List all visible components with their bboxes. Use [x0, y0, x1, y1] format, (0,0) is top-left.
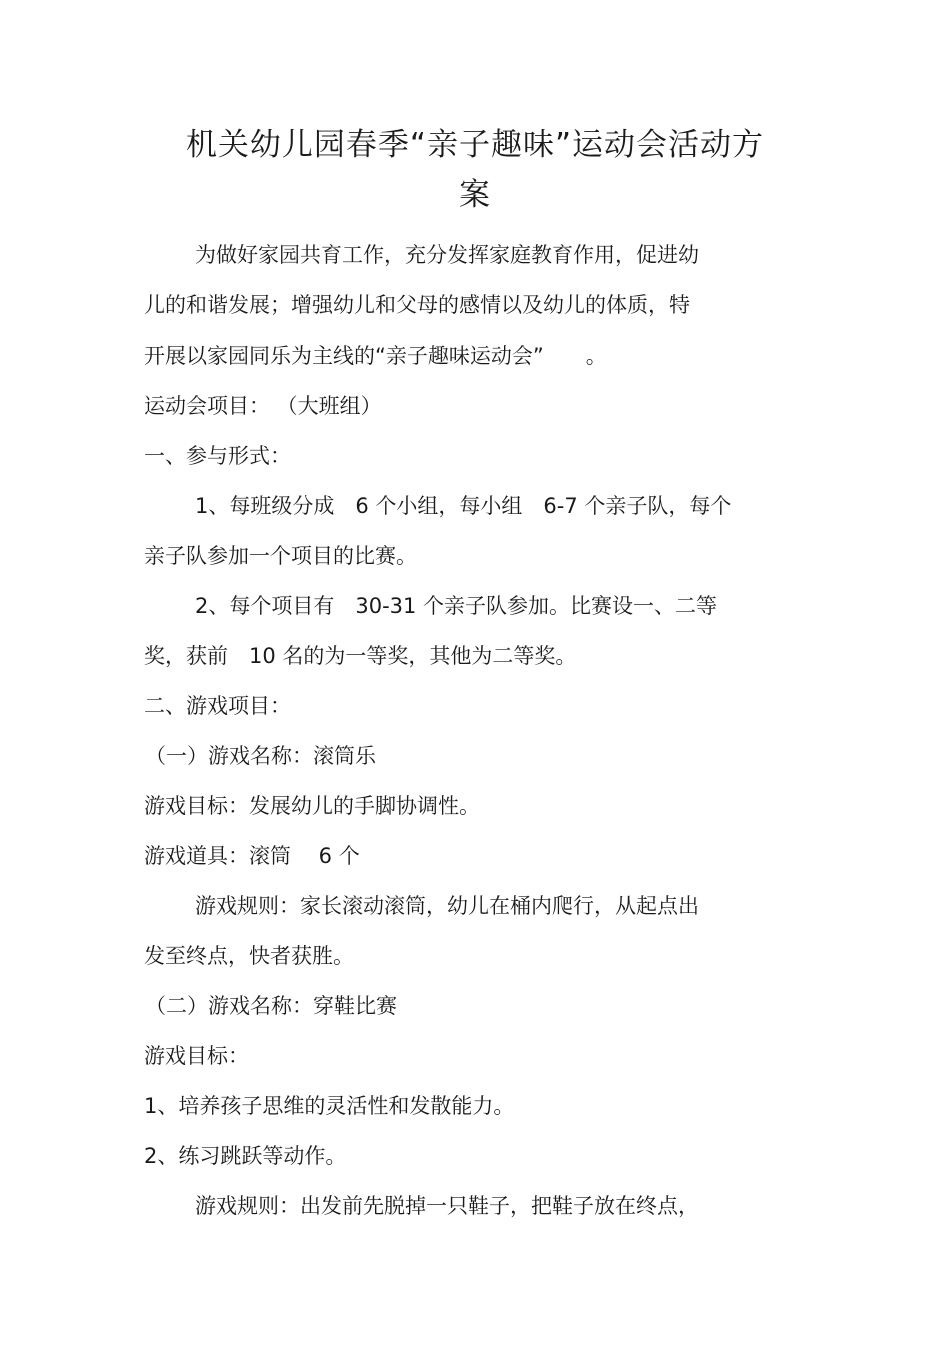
game-name: （二）游戏名称：穿鞋比赛 [145, 994, 397, 1018]
paragraph-line: 1、每班级分成 6 个小组，每小组 6-7 个亲子队，每个 [195, 494, 732, 518]
paragraph-line: 开展以家园同乐为主线的“亲子趣味运动会” 。 [144, 344, 607, 368]
game-props: 游戏道具：滚筒 6 个 [144, 844, 360, 868]
section-heading: 一、参与形式： [144, 444, 291, 468]
paragraph-line: 发至终点，快者获胜。 [144, 944, 354, 968]
title-line-2: 案 [459, 177, 491, 213]
document-title [140, 120, 810, 220]
list-item: 2、练习跳跃等动作。 [144, 1144, 347, 1168]
paragraph-line: 亲子队参加一个项目的比赛。 [144, 544, 417, 568]
game-goal: 游戏目标： [144, 1044, 249, 1068]
paragraph-line: 儿的和谐发展；增强幼儿和父母的感情以及幼儿的体质，特 [144, 293, 690, 317]
paragraph-line: 奖，获前 10 名的为一等奖，其他为二等奖。 [144, 644, 577, 668]
paragraph-line: 2、每个项目有 30-31 个亲子队参加。比赛设一、二等 [195, 594, 718, 618]
list-item: 1、培养孩子思维的灵活性和发散能力。 [144, 1094, 515, 1118]
paragraph-line: 为做好家园共育工作，充分发挥家庭教育作用，促进幼 [195, 243, 699, 267]
game-name: （一）游戏名称：滚筒乐 [145, 744, 376, 768]
section-label: 运动会项目： （大班组） [144, 394, 382, 418]
game-rules: 游戏规则：出发前先脱掉一只鞋子，把鞋子放在终点， [195, 1194, 699, 1218]
title-line-1: 机关幼儿园春季“亲子趣味”运动会活动方 [185, 127, 765, 163]
section-heading: 二、游戏项目： [144, 694, 291, 718]
game-goal: 游戏目标：发展幼儿的手脚协调性。 [144, 794, 480, 818]
game-rules: 游戏规则：家长滚动滚筒，幼儿在桶内爬行，从起点出 [195, 894, 699, 918]
